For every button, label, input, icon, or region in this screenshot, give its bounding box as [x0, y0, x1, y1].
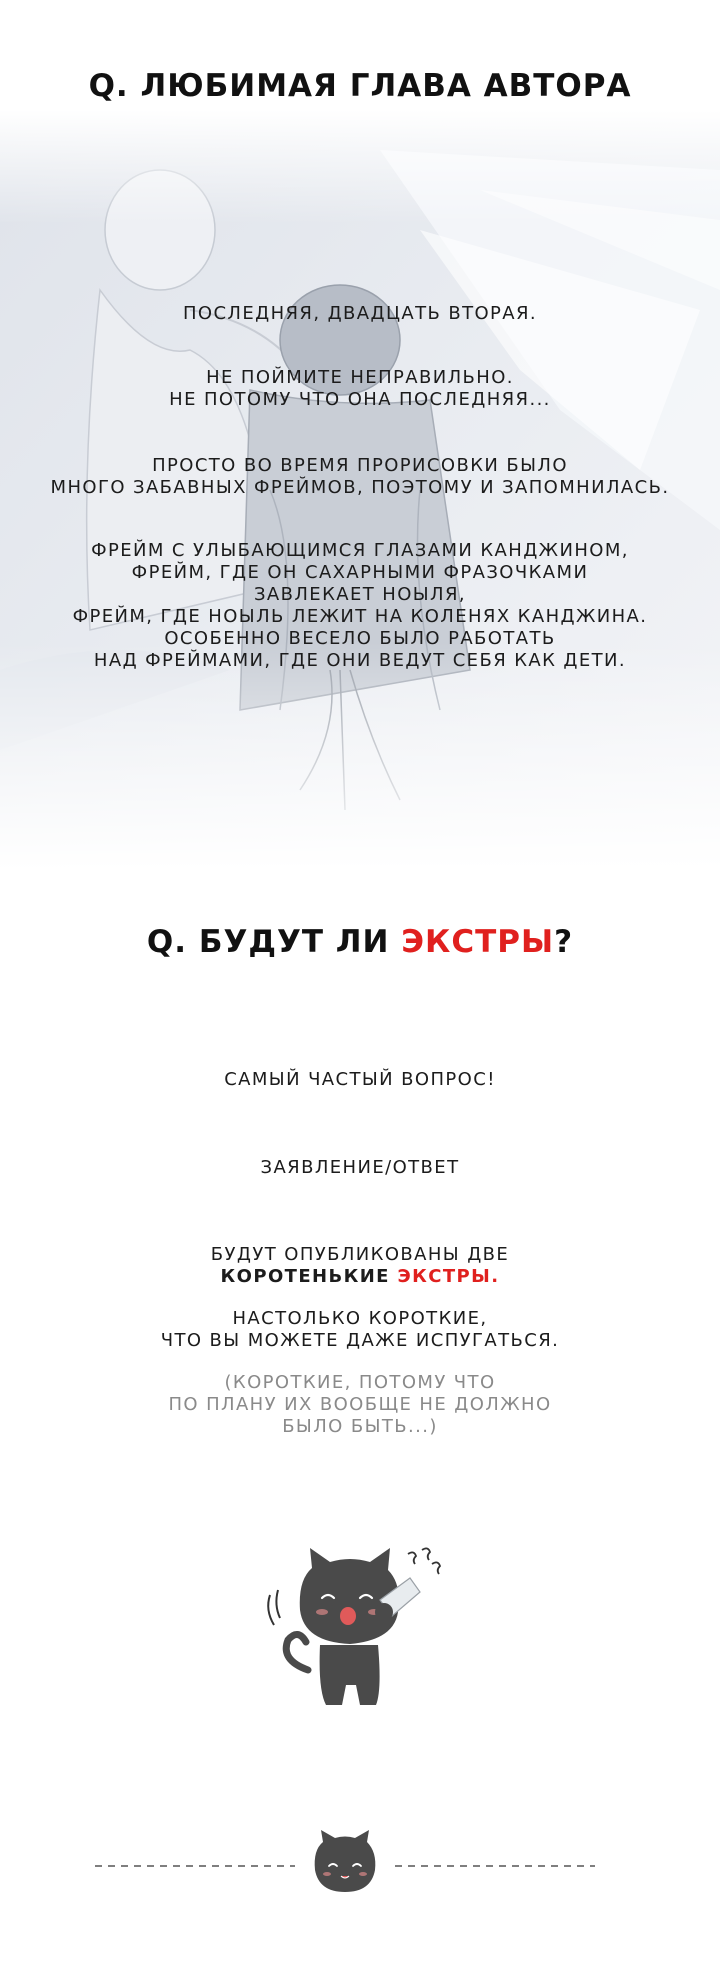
- heading-extras-accent: ЭКСТРЫ: [401, 924, 555, 960]
- text-line: ЧТО ВЫ МОЖЕТЕ ДАЖЕ ИСПУГАТЬСЯ.: [160, 1330, 560, 1351]
- favorite-paragraph-2: [0, 367, 720, 411]
- text-line: ПО ПЛАНУ ИХ ВООБЩЕ НЕ ДОЛЖНО: [168, 1394, 552, 1415]
- favorite-paragraph-1: [0, 303, 720, 325]
- cat-crying-icon: [260, 1540, 460, 1720]
- text-line: (КОРОТКИЕ, ПОТОМУ ЧТО: [224, 1372, 496, 1393]
- cat-head-icon: [315, 1830, 376, 1892]
- text-line: [0, 1266, 720, 1288]
- text-line: БУДУТ ОПУБЛИКОВАНЫ ДВЕ: [210, 1244, 510, 1265]
- text-line: ФРЕЙМ, ГДЕ НОЫЛЬ ЛЕЖИТ НА КОЛЕНЯХ КАНДЖИНА.: [72, 606, 648, 627]
- extras-frequent-question: [0, 1069, 720, 1091]
- text-line: ФРЕЙМ С УЛЫБАЮЩИМСЯ ГЛАЗАМИ КАНДЖИНОМ,: [91, 540, 629, 561]
- text-line: ФРЕЙМ, ГДЕ ОН САХАРНЫМИ ФРАЗОЧКАМИ: [131, 562, 589, 583]
- extras-short-note: [0, 1308, 720, 1352]
- text-line: ОСОБЕННО ВЕСЕЛО БЫЛО РАБОТАТЬ: [164, 628, 556, 649]
- favorite-paragraph-4: [0, 540, 720, 672]
- text-line: БЫЛО БЫТЬ...): [282, 1416, 438, 1437]
- text-line: МНОГО ЗАБАВНЫХ ФРЕЙМОВ, ПОЭТОМУ И ЗАПОМНИЛАСЬ.: [50, 477, 670, 498]
- extras-aside: [0, 1372, 720, 1438]
- heading-extras-suffix: ?: [554, 924, 574, 960]
- extras-announcement: [0, 1244, 720, 1288]
- text-line: ПРОСТО ВО ВРЕМЯ ПРОРИСОВКИ БЫЛО: [152, 455, 568, 476]
- heading-extras-prefix: Q. БУДУТ ЛИ: [146, 924, 402, 960]
- announce-prefix: КОРОТЕНЬКИЕ: [220, 1266, 398, 1287]
- heading-extras: [0, 924, 720, 960]
- text-line: ПОСЛЕДНЯЯ, ДВАДЦАТЬ ВТОРАЯ.: [182, 303, 538, 324]
- divider-with-cat: [95, 1830, 595, 1900]
- announce-accent: ЭКСТРЫ.: [397, 1266, 500, 1287]
- text-line: САМЫЙ ЧАСТЫЙ ВОПРОС!: [224, 1069, 496, 1090]
- text-line: НЕ ПОЙМИТЕ НЕПРАВИЛЬНО.: [206, 367, 514, 388]
- text-line: НАСТОЛЬКО КОРОТКИЕ,: [232, 1308, 488, 1329]
- text-line: ЗАЯВЛЕНИЕ/ОТВЕТ: [260, 1157, 460, 1178]
- extras-statement: [0, 1157, 720, 1179]
- text-line: ЗАВЛЕКАЕТ НОЫЛЯ,: [253, 584, 467, 605]
- text-line: НАД ФРЕЙМАМИ, ГДЕ ОНИ ВЕДУТ СЕБЯ КАК ДЕТИ.: [93, 650, 627, 671]
- text-line: НЕ ПОТОМУ ЧТО ОНА ПОСЛЕДНЯЯ...: [169, 389, 551, 410]
- favorite-paragraph-3: [0, 455, 720, 499]
- heading-favorite-chapter: Q. ЛЮБИМАЯ ГЛАВА АВТОРА: [88, 68, 632, 104]
